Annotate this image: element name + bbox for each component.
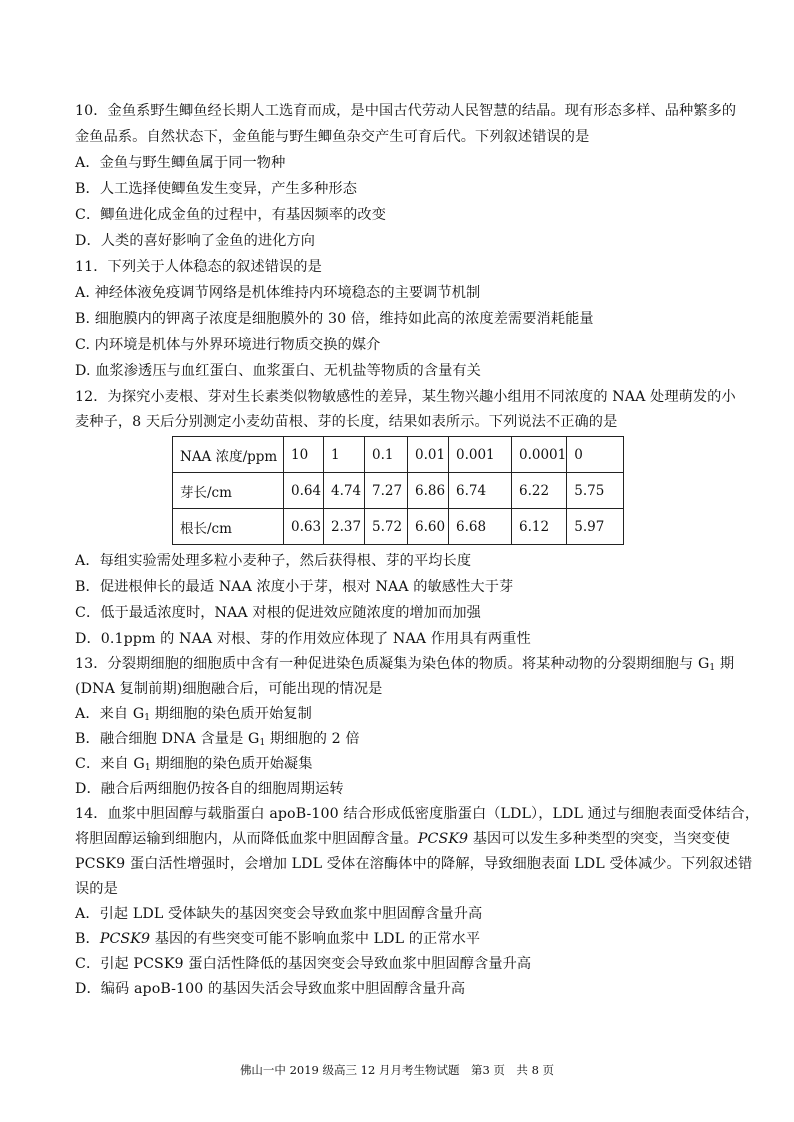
table-cell: 7.27 xyxy=(365,473,408,509)
table-cell: 0.001 xyxy=(449,437,512,473)
q12-option-a: A．每组实验需处理多粒小麦种子，然后获得根、芽的平均长度 xyxy=(75,553,472,569)
q13-stem-line2: (DNA 复制前期)细胞融合后，可能出现的情况是 xyxy=(75,681,383,697)
q10-option-d: D．人类的喜好影响了金鱼的进化方向 xyxy=(75,233,316,249)
q13-option-c xyxy=(75,754,312,774)
table-cell: 10 xyxy=(284,437,324,473)
q10-option-a: A．金鱼与野生鲫鱼属于同一物种 xyxy=(75,155,286,171)
q13-option-b xyxy=(75,729,360,749)
q13-stem-line1 xyxy=(75,654,734,674)
q12-option-c: C．低于最适浓度时，NAA 对根的促进效应随浓度的增加而加强 xyxy=(75,605,481,621)
table-cell: 6.74 xyxy=(449,473,512,509)
table-cell: 5.72 xyxy=(365,509,408,545)
table-cell: 0.01 xyxy=(408,437,449,473)
naa-results-table xyxy=(172,436,624,545)
q10-stem-line2: 金鱼品系。自然状态下，金鱼能与野生鲫鱼杂交产生可育后代。下列叙述错误的是 xyxy=(75,129,590,145)
option-text: 期细胞的 2 倍 xyxy=(265,731,360,747)
subscript: 1 xyxy=(709,663,716,673)
table-cell: 芽长/cm xyxy=(173,473,284,509)
table-cell: NAA 浓度/ppm xyxy=(173,437,284,473)
q14-stem-text: 将胆固醇运输到细胞内，从而降低血浆中胆固醇含量。 xyxy=(75,831,418,847)
subscript: 1 xyxy=(259,738,266,748)
option-text: 基因的有些突变可能不影响血浆中 LDL 的正常水平 xyxy=(150,931,481,947)
q11-option-a: A. 神经体液免疫调节网络是机体维持内环境稳态的主要调节机制 xyxy=(75,285,481,301)
table-cell: 1 xyxy=(324,437,365,473)
table-cell: 0.63 xyxy=(284,509,324,545)
table-cell: 6.68 xyxy=(449,509,512,545)
q13-option-a xyxy=(75,704,312,724)
table-row xyxy=(173,437,624,473)
gene-name: PCSK9 xyxy=(417,831,469,847)
q10-option-b: B．人工选择使鲫鱼发生变异，产生多种形态 xyxy=(75,181,357,197)
option-text: A．来自 G xyxy=(75,706,145,722)
q10-option-c: C．鲫鱼进化成金鱼的过程中，有基因频率的改变 xyxy=(75,207,386,223)
table-cell: 5.75 xyxy=(567,473,624,509)
q12-stem-line1: 12．为探究小麦根、芽对生长素类似物敏感性的差异，某生物兴趣小组用不同浓度的 NAA 处理萌发的小 xyxy=(75,389,736,405)
table-cell: 4.74 xyxy=(324,473,365,509)
q14-option-c: C．引起 PCSK9 蛋白活性降低的基因突变会导致血浆中胆固醇含量升高 xyxy=(75,956,532,972)
table-cell: 5.97 xyxy=(567,509,624,545)
q14-option-a: A．引起 LDL 受体缺失的基因突变会导致血浆中胆固醇含量升高 xyxy=(75,906,483,922)
table-cell: 6.60 xyxy=(408,509,449,545)
q14-stem-line2 xyxy=(75,829,730,849)
option-text: B． xyxy=(75,931,100,947)
gene-name: PCSK9 xyxy=(99,931,151,947)
q14-option-b xyxy=(75,929,480,949)
table-cell: 6.86 xyxy=(408,473,449,509)
q12-option-d: D．0.1ppm 的 NAA 对根、芽的作用效应体现了 NAA 作用具有两重性 xyxy=(75,631,531,647)
table-cell: 0.0001 xyxy=(512,437,567,473)
option-text: C．来自 G xyxy=(75,756,145,772)
table-cell: 0 xyxy=(567,437,624,473)
q12-option-b: B．促进根伸长的最适 NAA 浓度小于芽，根对 NAA 的敏感性大于芽 xyxy=(75,579,514,595)
option-text: 期细胞的染色质开始复制 xyxy=(150,706,312,722)
q13-stem-text: 期 xyxy=(715,656,735,672)
table-cell: 0.1 xyxy=(365,437,408,473)
q14-stem-line1: 14．血浆中胆固醇与载脂蛋白 apoB-100 结合形成低密度脂蛋白（LDL），LDL 通过与细胞表面受体结合， xyxy=(75,806,760,822)
table-row xyxy=(173,473,624,509)
q12-stem-line2: 麦种子，8 天后分别测定小麦幼苗根、芽的长度，结果如表所示。下列说法不正确的是 xyxy=(75,414,618,430)
q14-option-d: D．编码 apoB-100 的基因失活会导致血浆中胆固醇含量升高 xyxy=(75,981,466,997)
option-text: B．融合细胞 DNA 含量是 G xyxy=(75,731,260,747)
table-cell: 2.37 xyxy=(324,509,365,545)
subscript: 1 xyxy=(144,713,151,723)
subscript: 1 xyxy=(144,763,151,773)
table-cell: 6.22 xyxy=(512,473,567,509)
q14-stem-line3: PCSK9 蛋白活性增强时，会增加 LDL 受体在溶酶体中的降解，导致细胞表面 LDL 受体减少。下列叙述错 xyxy=(75,856,753,872)
q11-option-b: B. 细胞膜内的钾离子浓度是细胞膜外的 30 倍，维持如此高的浓度差需要消耗能量 xyxy=(75,311,594,327)
page-footer: 佛山一中 2019 级高三 12 月月考生物试题 第3 页 共 8 页 xyxy=(239,1063,555,1077)
q13-stem-text: 13．分裂期细胞的细胞质中含有一种促进染色质凝集为染色体的物质。将某种动物的分裂期细胞与 G xyxy=(75,656,710,672)
table-row xyxy=(173,509,624,545)
option-text: 期细胞的染色质开始凝集 xyxy=(150,756,313,772)
q11-option-c: C. 内环境是机体与外界环境进行物质交换的媒介 xyxy=(75,337,381,353)
table-cell: 0.64 xyxy=(284,473,324,509)
q11-option-d: D. 血浆渗透压与血红蛋白、血浆蛋白、无机盐等物质的含量有关 xyxy=(75,363,481,379)
q10-stem-line1: 10．金鱼系野生鲫鱼经长期人工选育而成，是中国古代劳动人民智慧的结晶。现有形态多样、品种繁多的 xyxy=(75,103,737,119)
table-cell: 6.12 xyxy=(512,509,567,545)
q14-stem-text: 基因可以发生多种类型的突变，当突变使 xyxy=(468,831,730,847)
table-cell: 根长/cm xyxy=(173,509,284,545)
q13-option-d: D．融合后两细胞仍按各自的细胞周期运转 xyxy=(75,781,344,797)
q14-stem-line4: 误的是 xyxy=(75,881,118,897)
q11-stem: 11．下列关于人体稳态的叙述错误的是 xyxy=(75,259,322,275)
